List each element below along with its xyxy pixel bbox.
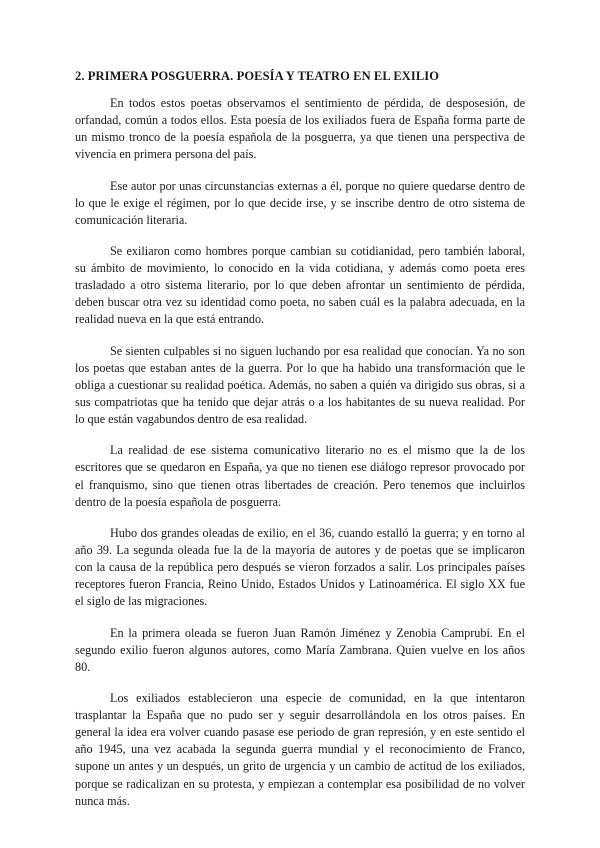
- paragraph-7: En la primera oleada se fueron Juan Ramón Jiménez y Zenobia Camprubí. En el segundo exilio fueron algunos autores, como María Zambrana. Quien vuelve en los años 80.: [75, 625, 525, 674]
- document-page: [75, 68, 525, 824]
- paragraph-6: Hubo dos grandes oleadas de exilio, en el 36, cuando estalló la guerra; y en torno al año 39. La segunda oleada fue la de la mayoría de autores y de poetas que se implicaron con la causa de la república pero después se vieron forzados a salir. Los principales países receptores fueron Francia, Reino Unido, Estados Unidos y Latinoamérica. El siglo XX fue el siglo de las migraciones.: [75, 525, 525, 609]
- section-heading: 2. PRIMERA POSGUERRA. POESÍA Y TEATRO EN EL EXILIO: [75, 69, 440, 83]
- paragraph-5: La realidad de ese sistema comunicativo literario no es el mismo que la de los escritores que se quedaron en España, ya que no tienen ese diálogo represor provocado por el franquismo, sino que tienen otras libertades de creación. Pero tenemos que incluirlos dentro de la poesía española de posguerra.: [75, 443, 525, 509]
- paragraph-4: Se sienten culpables si no siguen luchando por esa realidad que conocían. Ya no son los poetas que estaban antes de la guerra. Por lo que ha habido una transformación que le obliga a cuestionar su realidad poética. Además, no saben a quién va dirigido sus obras, si a sus compatriotas que ha tenido que dejar atrás o a los habitantes de su nueva realidad. Por lo que están vagabundos dentro de esa realidad.: [75, 343, 525, 427]
- paragraph-8: Los exiliados establecieron una especie de comunidad, en la que intentaron trasplantar la España que no pudo ser y seguir desarrollándola en los otros países. En general la idea era volver cuando pasase ese periodo de gran represión, y en este sentido el año 1945, una vez acabada la segunda guerra mundial y el reconocimiento de Franco, supone un antes y un después, un grito de urgencia y un cambio de actitud de los exiliados, porque se radicalizan en su protesta, y empiezan a contemplar esa posibilidad de no volver nunca más.: [75, 691, 525, 808]
- paragraph-2: Ese autor por unas circunstancias externas a él, porque no quiere quedarse dentro de lo que le exige el régimen, por lo que decide irse, y se inscribe dentro de otro sistema de comunicación literaria.: [75, 178, 525, 227]
- paragraph-1: En todos estos poetas observamos el sentimiento de pérdida, de desposesión, de orfandad, común a todos ellos. Esta poesía de los exiliados fuera de España forma parte de un mismo tronco de la poesía española de la posguerra, ya que tienen una perspectiva de vivencia en primera persona del país.: [75, 96, 525, 162]
- paragraph-3: Se exiliaron como hombres porque cambian su cotidianidad, pero también laboral, su ámbito de movimiento, lo conocido en la vida cotidiana, y además como poeta eres trasladado a otro sistema literario, por lo que deben afrontar un sentimiento de pérdida, deben buscar otra vez su identidad como poeta, no saben cuál es la palabra adecuada, en la realidad nueva en la que está entrando.: [75, 244, 525, 327]
